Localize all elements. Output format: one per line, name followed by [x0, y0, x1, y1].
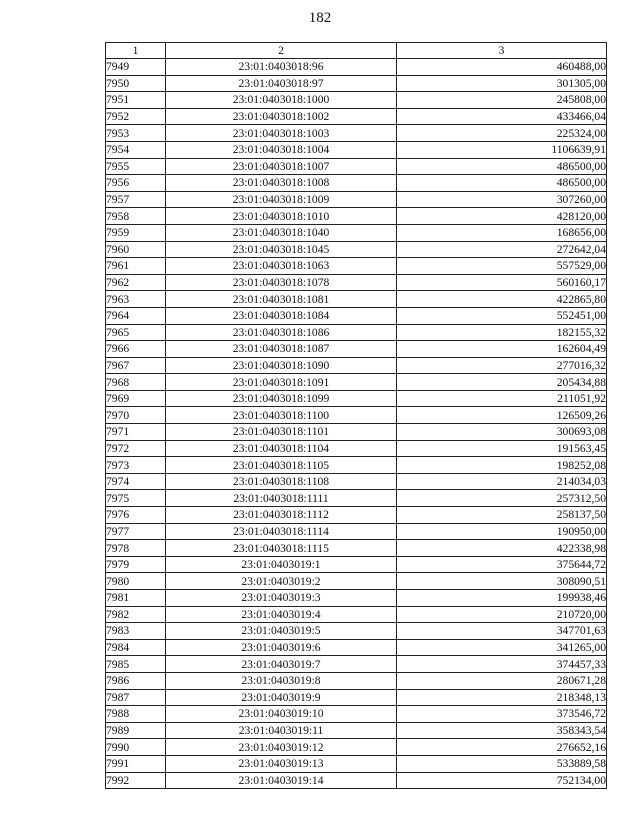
value-cell: 347701,63 [397, 623, 607, 640]
table-row [106, 208, 607, 225]
row-number-cell: 7955 [106, 158, 166, 175]
table-row [106, 689, 607, 706]
value-cell: 205434,88 [397, 374, 607, 391]
row-number-cell: 7960 [106, 241, 166, 258]
row-number-cell: 7971 [106, 424, 166, 441]
row-number-cell: 7990 [106, 739, 166, 756]
value-cell: 258137,50 [397, 507, 607, 524]
cadastral-number-cell: 23:01:0403018:96 [166, 59, 397, 76]
value-cell: 168656,00 [397, 224, 607, 241]
cadastral-number-cell: 23:01:0403018:1086 [166, 324, 397, 341]
cadastral-table [105, 42, 607, 789]
row-number-cell: 7977 [106, 523, 166, 540]
cadastral-number-cell: 23:01:0403018:1078 [166, 274, 397, 291]
page-number: 182 [308, 10, 332, 26]
cadastral-number-cell: 23:01:0403018:1063 [166, 258, 397, 275]
cadastral-number-cell: 23:01:0403018:1040 [166, 224, 397, 241]
cadastral-number-cell: 23:01:0403018:1009 [166, 191, 397, 208]
table-row [106, 440, 607, 457]
table-row [106, 457, 607, 474]
table-row [106, 390, 607, 407]
cadastral-number-cell: 23:01:0403018:1101 [166, 424, 397, 441]
row-number-cell: 7991 [106, 755, 166, 772]
row-number-cell: 7980 [106, 573, 166, 590]
row-number-cell: 7957 [106, 191, 166, 208]
value-cell: 191563,45 [397, 440, 607, 457]
table-row [106, 307, 607, 324]
table-row [106, 324, 607, 341]
cadastral-number-cell: 23:01:0403018:1111 [166, 490, 397, 507]
row-number-cell: 7979 [106, 556, 166, 573]
row-number-cell: 7950 [106, 75, 166, 92]
value-cell: 486500,00 [397, 158, 607, 175]
row-number-cell: 7949 [106, 59, 166, 76]
row-number-cell: 7986 [106, 672, 166, 689]
value-cell: 218348,13 [397, 689, 607, 706]
cadastral-number-cell: 23:01:0403019:5 [166, 623, 397, 640]
value-cell: 198252,08 [397, 457, 607, 474]
row-number-cell: 7958 [106, 208, 166, 225]
header-col-3: 3 [397, 43, 607, 59]
cadastral-number-cell: 23:01:0403018:1091 [166, 374, 397, 391]
row-number-cell: 7968 [106, 374, 166, 391]
value-cell: 358343,54 [397, 722, 607, 739]
table-row [106, 75, 607, 92]
row-number-cell: 7985 [106, 656, 166, 673]
row-number-cell: 7961 [106, 258, 166, 275]
row-number-cell: 7987 [106, 689, 166, 706]
value-cell: 307260,00 [397, 191, 607, 208]
table-row [106, 341, 607, 358]
cadastral-number-cell: 23:01:0403019:12 [166, 739, 397, 756]
value-cell: 199938,46 [397, 590, 607, 607]
row-number-cell: 7988 [106, 706, 166, 723]
value-cell: 552451,00 [397, 307, 607, 324]
value-cell: 126509,26 [397, 407, 607, 424]
row-number-cell: 7956 [106, 175, 166, 192]
table-row [106, 108, 607, 125]
cadastral-number-cell: 23:01:0403018:1099 [166, 390, 397, 407]
cadastral-number-cell: 23:01:0403018:1105 [166, 457, 397, 474]
cadastral-number-cell: 23:01:0403018:1081 [166, 291, 397, 308]
row-number-cell: 7966 [106, 341, 166, 358]
value-cell: 225324,00 [397, 125, 607, 142]
table-row [106, 490, 607, 507]
cadastral-number-cell: 23:01:0403019:8 [166, 672, 397, 689]
table-row [106, 274, 607, 291]
table-row [106, 755, 607, 772]
table-row [106, 258, 607, 275]
cadastral-number-cell: 23:01:0403019:3 [166, 590, 397, 607]
value-cell: 1106639,91 [397, 141, 607, 158]
value-cell: 308090,51 [397, 573, 607, 590]
value-cell: 486500,00 [397, 175, 607, 192]
row-number-cell: 7964 [106, 307, 166, 324]
row-number-cell: 7981 [106, 590, 166, 607]
table-row [106, 141, 607, 158]
row-number-cell: 7984 [106, 639, 166, 656]
table-row [106, 158, 607, 175]
header-col-1: 1 [106, 43, 166, 59]
table-row [106, 507, 607, 524]
cadastral-number-cell: 23:01:0403019:10 [166, 706, 397, 723]
table-row [106, 92, 607, 109]
cadastral-number-cell: 23:01:0403019:4 [166, 606, 397, 623]
value-cell: 211051,92 [397, 390, 607, 407]
row-number-cell: 7951 [106, 92, 166, 109]
cadastral-number-cell: 23:01:0403018:1008 [166, 175, 397, 192]
table-row [106, 241, 607, 258]
cadastral-number-cell: 23:01:0403018:1112 [166, 507, 397, 524]
value-cell: 190950,00 [397, 523, 607, 540]
value-cell: 428120,00 [397, 208, 607, 225]
cadastral-number-cell: 23:01:0403018:1010 [166, 208, 397, 225]
cadastral-number-cell: 23:01:0403018:1087 [166, 341, 397, 358]
table-row [106, 672, 607, 689]
row-number-cell: 7963 [106, 291, 166, 308]
cadastral-number-cell: 23:01:0403018:1100 [166, 407, 397, 424]
value-cell: 752134,00 [397, 772, 607, 789]
row-number-cell: 7983 [106, 623, 166, 640]
cadastral-number-cell: 23:01:0403018:1002 [166, 108, 397, 125]
value-cell: 182155,32 [397, 324, 607, 341]
row-number-cell: 7967 [106, 357, 166, 374]
header-col-2: 2 [166, 43, 397, 59]
cadastral-number-cell: 23:01:0403019:9 [166, 689, 397, 706]
cadastral-number-cell: 23:01:0403018:1114 [166, 523, 397, 540]
value-cell: 433466,04 [397, 108, 607, 125]
row-number-cell: 7973 [106, 457, 166, 474]
value-cell: 277016,32 [397, 357, 607, 374]
value-cell: 301305,00 [397, 75, 607, 92]
cadastral-number-cell: 23:01:0403019:11 [166, 722, 397, 739]
table-row [106, 706, 607, 723]
row-number-cell: 7969 [106, 390, 166, 407]
value-cell: 533889,58 [397, 755, 607, 772]
value-cell: 375644,72 [397, 556, 607, 573]
cadastral-number-cell: 23:01:0403018:1115 [166, 540, 397, 557]
cadastral-number-cell: 23:01:0403019:7 [166, 656, 397, 673]
cadastral-number-cell: 23:01:0403018:1090 [166, 357, 397, 374]
value-cell: 422338,98 [397, 540, 607, 557]
row-number-cell: 7989 [106, 722, 166, 739]
table-body [106, 59, 607, 789]
row-number-cell: 7972 [106, 440, 166, 457]
table-row [106, 590, 607, 607]
header-row [106, 43, 607, 59]
value-cell: 162604,49 [397, 341, 607, 358]
row-number-cell: 7954 [106, 141, 166, 158]
table-header [106, 43, 607, 59]
row-number-cell: 7952 [106, 108, 166, 125]
cadastral-number-cell: 23:01:0403019:13 [166, 755, 397, 772]
value-cell: 560160,17 [397, 274, 607, 291]
cadastral-number-cell: 23:01:0403018:1084 [166, 307, 397, 324]
cadastral-number-cell: 23:01:0403018:1003 [166, 125, 397, 142]
cadastral-number-cell: 23:01:0403019:2 [166, 573, 397, 590]
table-row [106, 556, 607, 573]
table-row [106, 191, 607, 208]
row-number-cell: 7992 [106, 772, 166, 789]
table-row [106, 623, 607, 640]
table-row [106, 224, 607, 241]
table-row [106, 540, 607, 557]
table-row [106, 125, 607, 142]
table-row [106, 374, 607, 391]
table-row [106, 424, 607, 441]
table-row [106, 573, 607, 590]
value-cell: 341265,00 [397, 639, 607, 656]
table-row [106, 291, 607, 308]
cadastral-number-cell: 23:01:0403018:1004 [166, 141, 397, 158]
table-row [106, 175, 607, 192]
table-row [106, 739, 607, 756]
value-cell: 276652,16 [397, 739, 607, 756]
cadastral-number-cell: 23:01:0403018:1000 [166, 92, 397, 109]
value-cell: 280671,28 [397, 672, 607, 689]
cadastral-number-cell: 23:01:0403018:1007 [166, 158, 397, 175]
table-row [106, 639, 607, 656]
value-cell: 300693,08 [397, 424, 607, 441]
value-cell: 557529,00 [397, 258, 607, 275]
value-cell: 257312,50 [397, 490, 607, 507]
table-row [106, 606, 607, 623]
value-cell: 272642,04 [397, 241, 607, 258]
cadastral-number-cell: 23:01:0403019:1 [166, 556, 397, 573]
table-row [106, 722, 607, 739]
table-row [106, 473, 607, 490]
value-cell: 214034,03 [397, 473, 607, 490]
row-number-cell: 7975 [106, 490, 166, 507]
table-row [106, 59, 607, 76]
row-number-cell: 7962 [106, 274, 166, 291]
row-number-cell: 7965 [106, 324, 166, 341]
row-number-cell: 7982 [106, 606, 166, 623]
table-row [106, 407, 607, 424]
table-row [106, 357, 607, 374]
row-number-cell: 7953 [106, 125, 166, 142]
row-number-cell: 7959 [106, 224, 166, 241]
row-number-cell: 7970 [106, 407, 166, 424]
value-cell: 460488,00 [397, 59, 607, 76]
cadastral-number-cell: 23:01:0403018:97 [166, 75, 397, 92]
table-row [106, 772, 607, 789]
cadastral-number-cell: 23:01:0403019:6 [166, 639, 397, 656]
value-cell: 422865,80 [397, 291, 607, 308]
cadastral-number-cell: 23:01:0403019:14 [166, 772, 397, 789]
cadastral-number-cell: 23:01:0403018:1104 [166, 440, 397, 457]
value-cell: 374457,33 [397, 656, 607, 673]
row-number-cell: 7978 [106, 540, 166, 557]
table-row [106, 523, 607, 540]
table-row [106, 656, 607, 673]
cadastral-number-cell: 23:01:0403018:1045 [166, 241, 397, 258]
cadastral-number-cell: 23:01:0403018:1108 [166, 473, 397, 490]
value-cell: 245808,00 [397, 92, 607, 109]
value-cell: 210720,00 [397, 606, 607, 623]
row-number-cell: 7976 [106, 507, 166, 524]
row-number-cell: 7974 [106, 473, 166, 490]
value-cell: 373546,72 [397, 706, 607, 723]
